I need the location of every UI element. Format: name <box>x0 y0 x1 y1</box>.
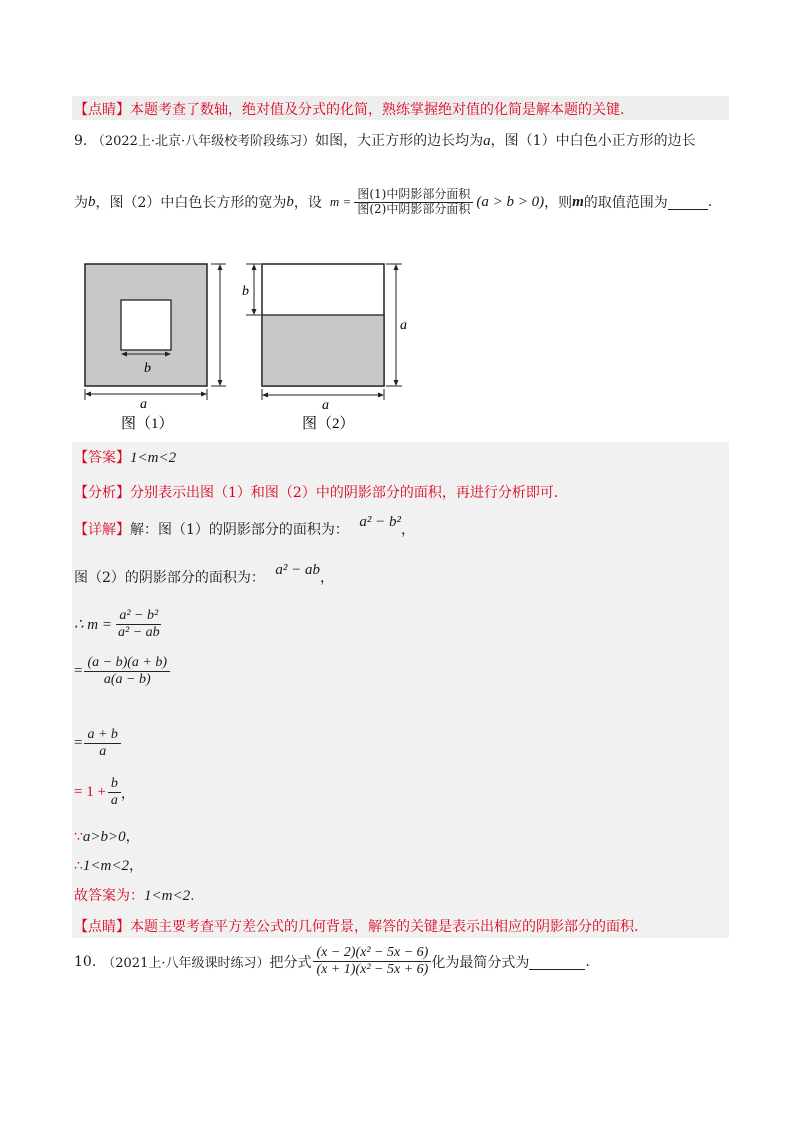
q9-text: ，设 <box>293 195 322 212</box>
label-a-bottom: a <box>322 398 329 413</box>
answer-line <box>74 447 176 467</box>
answer-tag: 【答案】 <box>74 450 130 466</box>
figure-2 <box>236 258 426 438</box>
condition: (a > b > 0) <box>476 193 545 210</box>
denominator: a² − ab <box>118 625 160 641</box>
therefore-symbol: ∴ <box>74 858 83 874</box>
therefore-expr: 1<m<2 <box>82 858 129 874</box>
denominator: a(a − b) <box>103 672 151 688</box>
comma: ， <box>120 785 135 802</box>
arrow-up-icon <box>218 264 223 270</box>
analysis-tag: 【分析】 <box>74 485 130 501</box>
var-b: b <box>286 193 294 210</box>
analysis-line <box>74 482 558 502</box>
step-1 <box>74 608 163 641</box>
detail-tag: 【详解】 <box>74 522 130 538</box>
q9-source: （2022上·北京·八年级校考阶段练习） <box>91 134 316 149</box>
label-b: b <box>242 284 249 299</box>
step-4 <box>74 776 135 809</box>
arrow-right-icon <box>378 393 384 398</box>
numerator: b <box>108 776 121 793</box>
comma: ， <box>401 522 415 538</box>
answer-blank[interactable] <box>668 195 708 210</box>
arrow-down-icon <box>252 309 257 315</box>
var-m: m <box>572 193 584 210</box>
step-2 <box>74 655 170 688</box>
arrow-down-icon <box>394 380 399 386</box>
detail-line-2 <box>74 562 334 587</box>
final-expr: 1<m<2 <box>144 888 191 904</box>
comma: ， <box>129 858 143 874</box>
note-top-text: 本题考查了数轴，绝对值及分式的化简，熟练掌握绝对值的化简是解本题的关键. <box>130 102 625 118</box>
q9-text: 为 <box>74 195 88 212</box>
label-b: b <box>144 361 151 376</box>
q9-period: . <box>707 194 713 211</box>
note-bottom <box>74 916 638 936</box>
expr-a2-minus-ab: a² − ab <box>275 562 320 578</box>
arrow-left-icon <box>262 393 268 398</box>
note-top-tag: 【点睛】 <box>74 102 130 118</box>
var-a: a <box>483 133 491 149</box>
label-a-side: a <box>400 318 407 333</box>
note-top <box>74 99 624 119</box>
arrow-up-icon <box>394 264 399 270</box>
figure-1 <box>76 258 236 438</box>
therefore-m: ∴ m = <box>74 617 112 634</box>
q9-text: 的取值范围为 <box>583 195 668 212</box>
answer-blank[interactable] <box>529 953 585 970</box>
comma: ， <box>320 570 334 586</box>
q9-text: ，图（1）中白色小正方形的边长 <box>490 133 696 149</box>
denominator: a <box>99 744 107 760</box>
q10-source: （2021上·八年级课时练习） <box>102 956 270 972</box>
q10-fraction <box>313 945 431 978</box>
shaded-rectangle <box>262 315 384 386</box>
because-line <box>74 826 140 846</box>
arrow-left-icon <box>85 392 91 397</box>
detail-text: 图（2）的阴影部分的面积为： <box>74 570 265 586</box>
arrow-up-icon <box>252 264 257 270</box>
inner-white-square <box>121 300 171 350</box>
equals-one-plus: = 1 + <box>74 784 106 801</box>
m-definition: m = <box>329 194 352 210</box>
step-4-fraction <box>108 776 121 809</box>
period: . <box>190 888 195 904</box>
denominator: a <box>110 793 118 809</box>
detail-text: 解：图（1）的阴影部分的面积为： <box>130 522 349 538</box>
final-answer-line <box>74 885 195 905</box>
q9-line2 <box>74 188 712 217</box>
area-ratio-fraction <box>354 188 473 217</box>
q9-text: ，图（2）中白色长方形的宽为 <box>95 195 287 212</box>
equals: = <box>74 663 83 680</box>
detail-line-1 <box>74 514 415 539</box>
q10-line <box>74 945 590 978</box>
q10-text: 把分式 <box>269 954 312 971</box>
note-bottom-tag: 【点睛】 <box>74 919 130 935</box>
arrow-down-icon <box>218 380 223 386</box>
final-label: 故答案为： <box>74 888 144 904</box>
q10-number: 10. <box>74 953 97 970</box>
expr-a2-minus-b2: a² − b² <box>359 514 401 530</box>
fraction-denominator: 图(2)中阴影部分面积 <box>357 201 471 216</box>
denominator: (x + 1)(x² − 5x + 6) <box>316 962 429 978</box>
q9-text: ，则 <box>544 195 573 212</box>
label-a: a <box>140 397 147 412</box>
numerator: (x − 2)(x² − 5x − 6) <box>313 945 431 962</box>
numerator: a² − b² <box>116 608 161 625</box>
arrow-right-icon <box>201 392 207 397</box>
analysis-text: 分别表示出图（1）和图（2）中的阴影部分的面积，再进行分析即可. <box>130 485 559 501</box>
figure-2-caption: 图（2） <box>302 416 355 432</box>
answer-text: 1<m<2 <box>130 450 177 466</box>
var-b: b <box>88 193 96 210</box>
because-expr: a>b>0 <box>82 829 126 845</box>
step-3 <box>74 727 121 760</box>
because-symbol: ∵ <box>74 829 83 845</box>
figure-1-caption: 图（1） <box>121 416 174 432</box>
q9-line1 <box>74 130 696 150</box>
q9-text: 如图，大正方形的边长均为 <box>315 133 484 149</box>
comma: ， <box>125 829 140 845</box>
numerator: a + b <box>84 727 120 744</box>
step-2-fraction <box>84 655 170 688</box>
q9-number: 9. <box>74 133 88 149</box>
note-bottom-text: 本题主要考查平方差公式的几何背景，解答的关键是表示出相应的阴影部分的面积. <box>130 919 639 935</box>
q10-text: 化为最简分式为 <box>431 954 530 971</box>
numerator: (a − b)(a + b) <box>84 655 170 672</box>
equals: = <box>74 735 83 752</box>
step-1-fraction <box>115 608 163 641</box>
step-3-fraction <box>84 727 120 760</box>
q10-period: . <box>585 953 590 970</box>
therefore-line <box>74 855 143 875</box>
fraction-numerator: 图(1)中阴影部分面积 <box>354 188 473 203</box>
